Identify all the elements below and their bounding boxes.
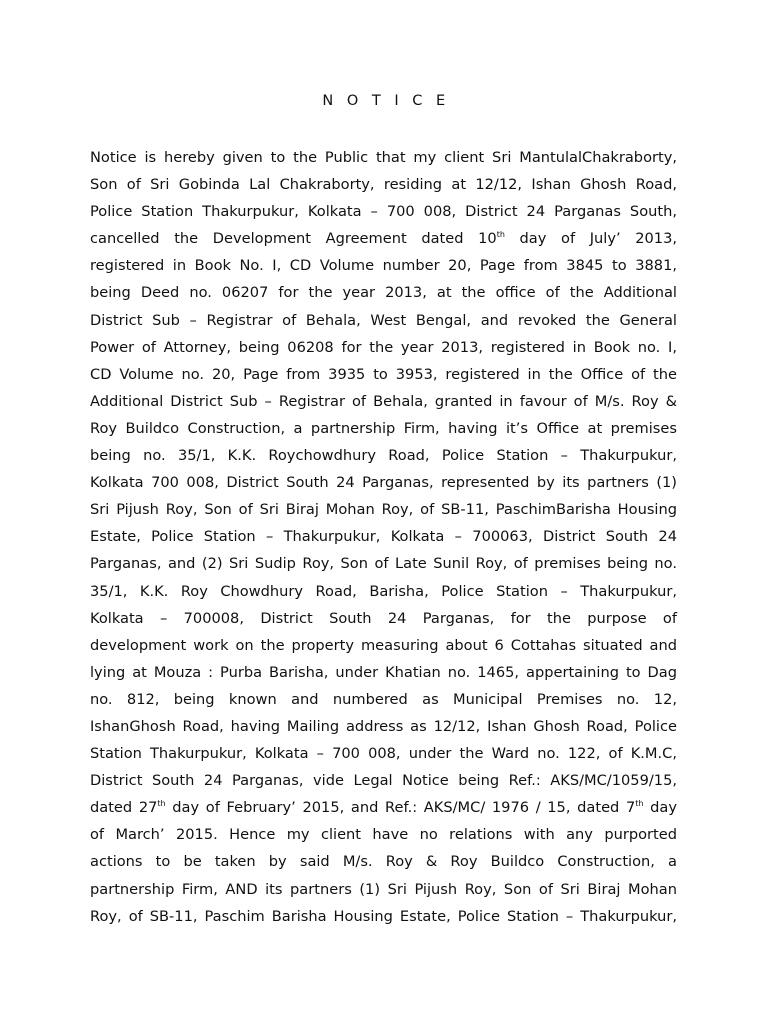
line-text: registered in Book No. I, CD Volume number 20, Page from 3845 to 3881, <box>90 257 677 275</box>
line-text: Parganas, and (2) Sri Sudip Roy, Son of Late Sunil Roy, of premises being no. <box>90 555 677 573</box>
line-text: cancelled the Development Agreement dated 10 <box>90 230 497 248</box>
line-text: lying at Mouza : Purba Barisha, under Khatian no. 1465, appertaining to Dag <box>90 663 677 681</box>
notice-line <box>90 334 677 361</box>
line-text: day <box>643 799 677 817</box>
notice-line <box>90 307 677 334</box>
notice-line <box>90 171 677 198</box>
notice-line <box>90 442 677 469</box>
notice-line <box>90 550 677 577</box>
notice-line <box>90 469 677 496</box>
line-text: Station Thakurpukur, Kolkata – 700 008, under the Ward no. 122, of K.M.C, <box>90 745 677 763</box>
notice-line <box>90 821 677 848</box>
line-text: Kolkata 700 008, District South 24 Parganas, represented by its partners (1) <box>90 474 677 492</box>
line-text: of March’ 2015. Hence my client have no relations with any purported <box>90 826 677 844</box>
line-text: actions to be taken by said M/s. Roy & Roy Buildco Construction, a <box>90 853 677 871</box>
notice-line <box>90 225 677 252</box>
line-text: Additional District Sub – Registrar of Behala, granted in favour of M/s. Roy & <box>90 392 677 410</box>
line-text: no. 812, being known and numbered as Municipal Premises no. 12, <box>90 690 677 708</box>
notice-title: N O T I C E <box>322 93 450 109</box>
line-text: partnership Firm, AND its partners (1) Sri Pijush Roy, Son of Sri Biraj Mohan <box>90 880 677 898</box>
line-text: Son of Sri Gobinda Lal Chakraborty, residing at 12/12, Ishan Ghosh Road, <box>90 176 677 194</box>
notice-line <box>90 632 677 659</box>
ordinal-suffix: th <box>496 230 505 240</box>
line-text: Police Station Thakurpukur, Kolkata – 700 008, District 24 Parganas South, <box>90 203 677 221</box>
notice-line <box>90 279 677 306</box>
line-text: Estate, Police Station – Thakurpukur, Kolkata – 700063, District South 24 <box>90 528 677 546</box>
notice-line <box>90 252 677 279</box>
notice-line <box>90 903 677 930</box>
notice-line <box>90 794 677 821</box>
notice-line <box>90 713 677 740</box>
notice-line <box>90 740 677 767</box>
line-text: District Sub – Registrar of Behala, West Bengal, and revoked the General <box>90 311 677 329</box>
line-text: day of February’ 2015, and Ref.: AKS/MC/ 1976 / 15, dated 7 <box>165 799 636 817</box>
notice-line <box>90 848 677 875</box>
notice-line <box>90 388 677 415</box>
notice-line <box>90 605 677 632</box>
line-text: Kolkata – 700008, District South 24 Parganas, for the purpose of <box>90 609 677 627</box>
notice-line <box>90 876 677 903</box>
notice-line <box>90 198 677 225</box>
notice-line <box>90 523 677 550</box>
notice-line <box>90 767 677 794</box>
line-text: being Deed no. 06207 for the year 2013, at the office of the Additional <box>90 284 677 302</box>
line-text: Sri Pijush Roy, Son of Sri Biraj Mohan Roy, of SB-11, PaschimBarisha Housing <box>90 501 677 519</box>
notice-body <box>90 144 677 930</box>
line-text: CD Volume no. 20, Page from 3935 to 3953, registered in the Office of the <box>90 365 677 383</box>
notice-line <box>90 496 677 523</box>
notice-line <box>90 144 677 171</box>
line-text: 35/1, K.K. Roy Chowdhury Road, Barisha, Police Station – Thakurpukur, <box>90 582 677 600</box>
notice-line <box>90 415 677 442</box>
line-text: development work on the property measuring about 6 Cottahas situated and <box>90 636 677 654</box>
line-text: Power of Attorney, being 06208 for the year 2013, registered in Book no. I, <box>90 338 677 356</box>
ordinal-suffix: th <box>635 799 644 809</box>
line-text: being no. 35/1, K.K. Roychowdhury Road, Police Station – Thakurpukur, <box>90 447 677 465</box>
line-text: Notice is hereby given to the Public that my client Sri MantulalChakraborty, <box>90 149 677 166</box>
notice-line <box>90 361 677 388</box>
line-text: dated 27 <box>90 799 158 817</box>
notice-line <box>90 686 677 713</box>
line-text: Roy, of SB-11, Paschim Barisha Housing Estate, Police Station – Thakurpukur, <box>90 907 677 925</box>
line-text: District South 24 Parganas, vide Legal Notice being Ref.: AKS/MC/1059/15, <box>90 772 677 790</box>
line-text: Roy Buildco Construction, a partnership Firm, having it’s Office at premises <box>90 419 677 437</box>
ordinal-suffix: th <box>157 799 166 809</box>
notice-line <box>90 659 677 686</box>
notice-line <box>90 578 677 605</box>
line-text: IshanGhosh Road, having Mailing address as 12/12, Ishan Ghosh Road, Police <box>90 717 677 735</box>
line-text: day of July’ 2013, <box>504 230 678 248</box>
